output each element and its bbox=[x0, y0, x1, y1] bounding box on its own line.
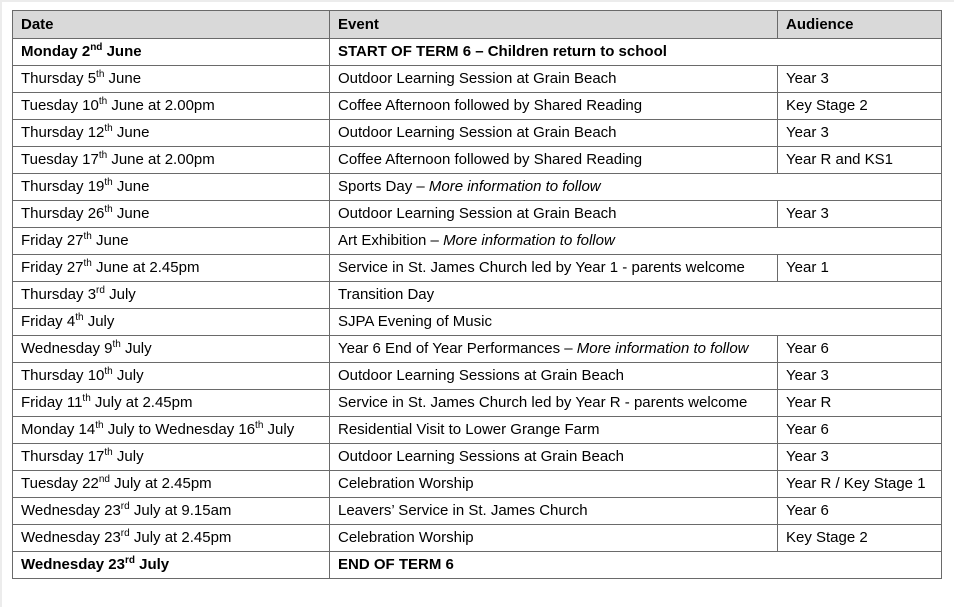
event-cell: Outdoor Learning Sessions at Grain Beach bbox=[330, 444, 778, 471]
date-cell: Tuesday 17th June at 2.00pm bbox=[13, 147, 330, 174]
term-events-table bbox=[12, 10, 942, 579]
table-row bbox=[13, 282, 942, 309]
column-header-date: Date bbox=[13, 11, 330, 39]
audience-cell: Year 6 bbox=[778, 336, 942, 363]
event-cell: Year 6 End of Year Performances – More information to follow bbox=[330, 336, 778, 363]
table-row bbox=[13, 309, 942, 336]
event-cell: Residential Visit to Lower Grange Farm bbox=[330, 417, 778, 444]
audience-cell: Year 3 bbox=[778, 444, 942, 471]
column-header-audience: Audience bbox=[778, 11, 942, 39]
event-cell: Art Exhibition – More information to follow bbox=[330, 228, 942, 255]
table-row bbox=[13, 255, 942, 282]
table-row bbox=[13, 93, 942, 120]
table-row bbox=[13, 147, 942, 174]
date-cell: Thursday 5th June bbox=[13, 66, 330, 93]
header-row bbox=[13, 11, 942, 39]
event-cell: Outdoor Learning Session at Grain Beach bbox=[330, 66, 778, 93]
table-row bbox=[13, 174, 942, 201]
event-cell: Outdoor Learning Session at Grain Beach bbox=[330, 120, 778, 147]
table-row bbox=[13, 66, 942, 93]
audience-cell: Year 6 bbox=[778, 498, 942, 525]
table-row bbox=[13, 498, 942, 525]
event-cell: Service in St. James Church led by Year 1 - parents welcome bbox=[330, 255, 778, 282]
event-cell: Transition Day bbox=[330, 282, 942, 309]
date-cell: Thursday 3rd July bbox=[13, 282, 330, 309]
table-row bbox=[13, 120, 942, 147]
date-cell: Wednesday 9th July bbox=[13, 336, 330, 363]
audience-cell: Year 3 bbox=[778, 363, 942, 390]
audience-cell: Key Stage 2 bbox=[778, 93, 942, 120]
audience-cell: Year 3 bbox=[778, 201, 942, 228]
date-cell: Tuesday 10th June at 2.00pm bbox=[13, 93, 330, 120]
audience-cell: Year R bbox=[778, 390, 942, 417]
date-cell: Wednesday 23rd July at 9.15am bbox=[13, 498, 330, 525]
date-cell: Thursday 19th June bbox=[13, 174, 330, 201]
event-cell: Outdoor Learning Sessions at Grain Beach bbox=[330, 363, 778, 390]
table-row bbox=[13, 39, 942, 66]
date-cell: Friday 27th June at 2.45pm bbox=[13, 255, 330, 282]
audience-cell: Year 1 bbox=[778, 255, 942, 282]
event-cell: SJPA Evening of Music bbox=[330, 309, 942, 336]
date-cell: Friday 4th July bbox=[13, 309, 330, 336]
audience-cell: Year 3 bbox=[778, 120, 942, 147]
date-cell: Wednesday 23rd July at 2.45pm bbox=[13, 525, 330, 552]
table-row bbox=[13, 336, 942, 363]
event-cell: END OF TERM 6 bbox=[330, 552, 942, 579]
event-cell: Celebration Worship bbox=[330, 471, 778, 498]
event-cell: Outdoor Learning Session at Grain Beach bbox=[330, 201, 778, 228]
event-cell: START OF TERM 6 – Children return to school bbox=[330, 39, 942, 66]
table-row bbox=[13, 390, 942, 417]
event-cell: Celebration Worship bbox=[330, 525, 778, 552]
date-cell: Monday 2nd June bbox=[13, 39, 330, 66]
date-cell: Thursday 12th June bbox=[13, 120, 330, 147]
date-cell: Monday 14th July to Wednesday 16th July bbox=[13, 417, 330, 444]
event-cell: Sports Day – More information to follow bbox=[330, 174, 942, 201]
audience-cell: Year 3 bbox=[778, 66, 942, 93]
audience-cell: Key Stage 2 bbox=[778, 525, 942, 552]
table-row bbox=[13, 444, 942, 471]
table-row bbox=[13, 471, 942, 498]
date-cell: Wednesday 23rd July bbox=[13, 552, 330, 579]
date-cell: Friday 11th July at 2.45pm bbox=[13, 390, 330, 417]
event-cell: Coffee Afternoon followed by Shared Reading bbox=[330, 93, 778, 120]
table-row bbox=[13, 363, 942, 390]
table-row bbox=[13, 552, 942, 579]
audience-cell: Year R and KS1 bbox=[778, 147, 942, 174]
date-cell: Tuesday 22nd July at 2.45pm bbox=[13, 471, 330, 498]
event-cell: Leavers’ Service in St. James Church bbox=[330, 498, 778, 525]
date-cell: Friday 27th June bbox=[13, 228, 330, 255]
table-body bbox=[13, 39, 942, 579]
table-row bbox=[13, 417, 942, 444]
audience-cell: Year R / Key Stage 1 bbox=[778, 471, 942, 498]
table-row bbox=[13, 228, 942, 255]
event-cell: Coffee Afternoon followed by Shared Reading bbox=[330, 147, 778, 174]
event-cell: Service in St. James Church led by Year R - parents welcome bbox=[330, 390, 778, 417]
table-row bbox=[13, 201, 942, 228]
table-header bbox=[13, 11, 942, 39]
table-row bbox=[13, 525, 942, 552]
column-header-event: Event bbox=[330, 11, 778, 39]
date-cell: Thursday 17th July bbox=[13, 444, 330, 471]
date-cell: Thursday 26th June bbox=[13, 201, 330, 228]
audience-cell: Year 6 bbox=[778, 417, 942, 444]
date-cell: Thursday 10th July bbox=[13, 363, 330, 390]
